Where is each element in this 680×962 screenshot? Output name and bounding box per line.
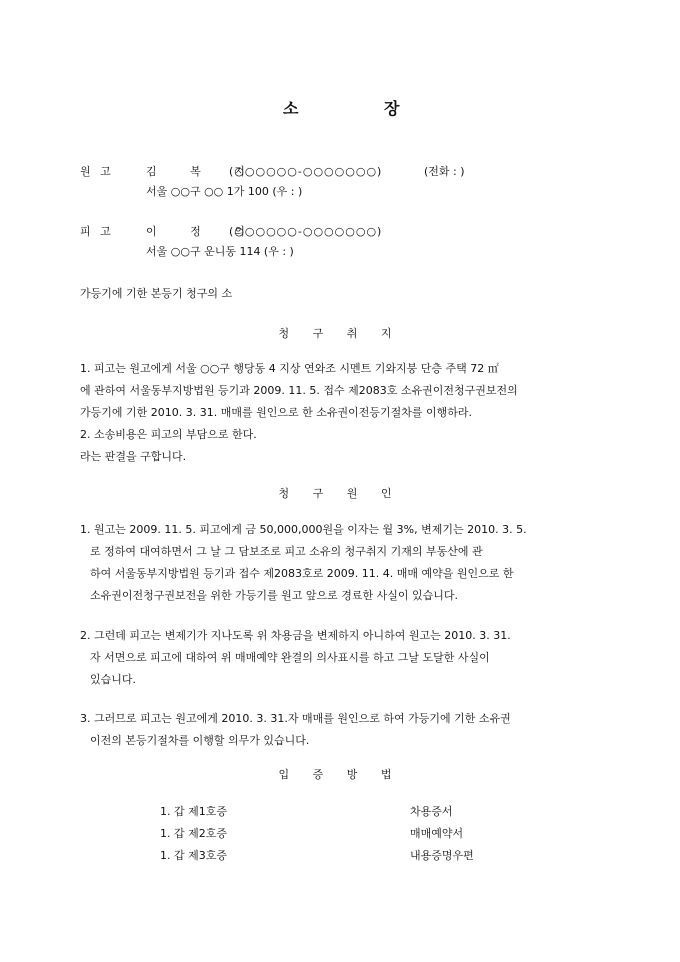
evidence-document: 차용증서: [410, 805, 453, 818]
defendant-address: 서울 ○○구 운니동 114 (우 : ): [146, 245, 294, 258]
claim-purpose-line: 2. 소송비용은 피고의 부담으로 한다.: [80, 428, 257, 441]
document-title: [0, 96, 680, 118]
claim-cause-line: 2. 그런데 피고는 변제기가 지나도록 위 차용금을 변제하지 아니하여 원고는 2010. 3. 31.: [80, 629, 511, 642]
plaintiff-role: 원 고: [80, 165, 111, 178]
evidence-label: 1. 갑 제1호증: [160, 805, 227, 818]
claim-purpose-heading: 청 구 취 지: [278, 327, 402, 340]
claim-cause-line: 3. 그러므로 피고는 원고에게 2010. 3. 31.자 매매를 원인으로 하여 가등기에 기한 소유권: [80, 712, 511, 725]
evidence-heading: 입 증 방 법: [278, 768, 402, 781]
defendant-id-number: (○○○○○○-○○○○○○○): [229, 225, 383, 238]
plaintiff-phone: (전화 : ): [424, 165, 465, 178]
claim-cause-heading: 청 구 원 인: [278, 487, 402, 500]
evidence-label: 1. 갑 제2호증: [160, 827, 227, 840]
claim-cause-line: 자 서면으로 피고에 대하여 위 매매예약 완결의 의사표시를 하고 그날 도달한 사실이: [90, 651, 490, 664]
case-name: 가등기에 기한 본등기 청구의 소: [80, 287, 233, 300]
defendant-role: 피 고: [80, 225, 111, 238]
claim-cause-line: 로 정하여 대여하면서 그 날 그 담보조로 피고 소유의 청구취지 기재의 부동산에 관: [90, 545, 483, 558]
defendant-name: 이 정 의: [146, 225, 245, 238]
plaintiff-address: 서울 ○○구 ○○ 1가 100 (우 : ): [146, 185, 303, 198]
claim-purpose-line: 가등기에 기한 2010. 3. 31. 매매를 원인으로 한 소유권이전등기절차를 이행하라.: [80, 406, 472, 419]
claim-cause-line: 소유권이전청구권보전을 위한 가등기를 원고 앞으로 경료한 사실이 있습니다.: [90, 589, 459, 602]
evidence-document: 매매예약서: [410, 827, 464, 840]
plaintiff-name: 김 복 지: [146, 165, 245, 178]
evidence-label: 1. 갑 제3호증: [160, 849, 227, 862]
claim-purpose-line: 라는 판결을 구합니다.: [80, 450, 187, 463]
claim-cause-line: 있습니다.: [90, 673, 137, 686]
title-char-left: 소: [283, 99, 299, 118]
claim-cause-paragraph-2: [80, 625, 600, 691]
claim-cause-paragraph-1: [80, 519, 600, 607]
claim-purpose-body: [80, 358, 600, 468]
claim-purpose-line: 1. 피고는 원고에게 서울 ○○구 행당동 4 지상 연와조 시멘트 기와지붕 단층 주택 72 ㎡: [80, 362, 499, 375]
plaintiff-id-number: (○○○○○○-○○○○○○○): [229, 165, 383, 178]
claim-cause-paragraph-3: [80, 708, 600, 752]
evidence-document: 내용증명우편: [410, 849, 474, 862]
title-char-right: 장: [384, 99, 400, 118]
claim-purpose-line: 에 관하여 서울동부지방법원 등기과 2009. 11. 5. 접수 제2083호 소유권이전청구권보전의: [80, 384, 518, 397]
claim-cause-line: 1. 원고는 2009. 11. 5. 피고에게 금 50,000,000원을 이자는 월 3%, 변제기는 2010. 3. 5.: [80, 523, 527, 536]
claim-cause-line: 하여 서울동부지방법원 등기과 접수 제2083호로 2009. 11. 4. 매매 예약을 원인으로 한: [90, 567, 514, 580]
claim-cause-line: 이전의 본등기절차를 이행할 의무가 있습니다.: [90, 734, 310, 747]
